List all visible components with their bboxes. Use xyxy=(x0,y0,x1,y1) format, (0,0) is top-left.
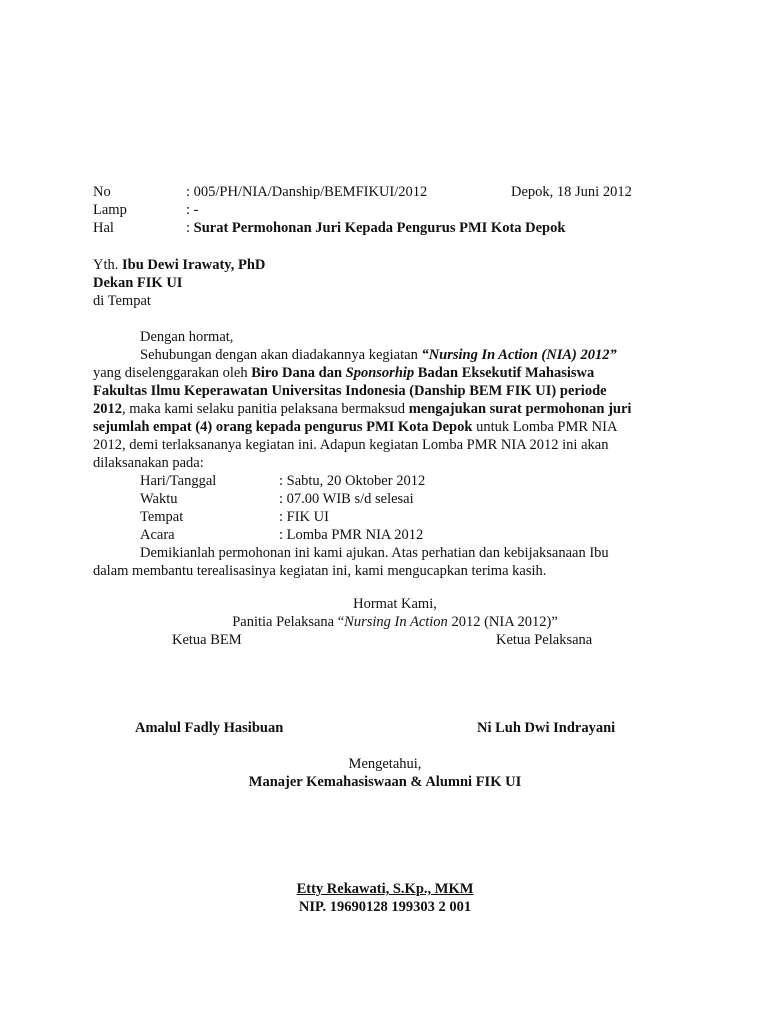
closing-line-2: dalam membantu terealisasinya kegiatan ini, kami mengucapkan terima kasih. xyxy=(93,563,547,579)
body-bold: Biro Dana dan xyxy=(251,365,346,381)
right-signer-role: Ketua Pelaksana xyxy=(496,632,593,648)
body-bold: sejumlah empat (4) orang kepada pengurus PMI Kota Depok xyxy=(93,419,473,435)
letter-subject: Surat Permohonan Juri Kepada Pengurus PMI Kota Depok xyxy=(193,220,566,236)
schedule-label: Hari/Tanggal xyxy=(140,473,217,489)
hal-line xyxy=(186,219,565,237)
body-bold-italic: Sponsorhip xyxy=(345,365,415,381)
recipient-name: Ibu Dewi Irawaty, PhD xyxy=(122,257,266,273)
body-bold: mengajukan surat permohonan juri xyxy=(408,401,632,417)
event-name: “Nursing In Action (NIA) 2012” xyxy=(421,347,617,363)
hal-label: Hal xyxy=(93,220,114,236)
schedule-value: : FIK UI xyxy=(279,509,329,525)
letter-number: : 005/PH/NIA/Danship/BEMFIKUI/2012 xyxy=(186,184,428,200)
hal-colon: : xyxy=(186,220,191,236)
schedule-label: Tempat xyxy=(140,509,184,525)
recipient-place: di Tempat xyxy=(93,293,151,309)
body-line-6: 2012, demi terlaksananya kegiatan ini. Adapun kegiatan Lomba PMR NIA 2012 ini akan xyxy=(93,437,609,453)
recipient-line xyxy=(93,256,265,274)
body-bold: 2012 xyxy=(93,401,122,417)
lamp-label: Lamp xyxy=(93,202,127,218)
mengetahui: Mengetahui, xyxy=(348,756,422,772)
body-line-1 xyxy=(140,346,617,364)
no-label: No xyxy=(93,184,111,200)
manager-nip: NIP. 19690128 199303 2 001 xyxy=(298,899,472,915)
right-signer-name: Ni Luh Dwi Indrayani xyxy=(477,720,616,736)
panitia-italic: Nursing In Action xyxy=(344,614,448,630)
left-signer-name: Amalul Fadly Hasibuan xyxy=(135,720,284,736)
yth-label: Yth. xyxy=(93,257,119,273)
recipient-title: Dekan FIK UI xyxy=(93,275,183,291)
body-line-4 xyxy=(93,400,631,418)
body-line-7: dilaksanakan pada: xyxy=(93,455,204,471)
body-text: untuk Lomba PMR NIA xyxy=(472,419,618,435)
schedule-value: : Sabtu, 20 Oktober 2012 xyxy=(279,473,426,489)
schedule-label: Waktu xyxy=(140,491,178,507)
body-bold: Badan Eksekutif Mahasiswa xyxy=(414,365,595,381)
body-text: , maka kami selaku panitia pelaksana bermaksud xyxy=(122,401,409,417)
panitia-text: 2012 (NIA 2012)” xyxy=(447,614,558,630)
panitia-line xyxy=(170,613,620,631)
left-signer-role: Ketua BEM xyxy=(172,632,242,648)
closing-line-1: Demikianlah permohonan ini kami ajukan. Atas perhatian dan kebijaksanaan Ibu xyxy=(140,545,609,561)
body-line-5 xyxy=(93,418,617,436)
body-text: yang diselenggarakan oleh xyxy=(93,365,252,381)
body-text: Sehubungan dengan akan diadakannya kegiatan xyxy=(140,347,422,363)
manager-title: Manajer Kemahasiswaan & Alumni FIK UI xyxy=(248,774,522,790)
manager-name: Etty Rekawati, S.Kp., MKM xyxy=(296,881,474,897)
hormat-kami: Hormat Kami, xyxy=(353,596,437,612)
schedule-value: : Lomba PMR NIA 2012 xyxy=(279,527,424,543)
body-line-2 xyxy=(93,364,594,382)
lamp-value: : - xyxy=(186,202,199,218)
schedule-value: : 07.00 WIB s/d selesai xyxy=(279,491,414,507)
panitia-text: Panitia Pelaksana “ xyxy=(232,614,345,630)
place-date: Depok, 18 Juni 2012 xyxy=(511,184,632,200)
schedule-label: Acara xyxy=(140,527,175,543)
body-line-3: Fakultas Ilmu Keperawatan Universitas Indonesia (Danship BEM FIK UI) periode xyxy=(93,383,607,399)
greeting: Dengan hormat, xyxy=(140,329,234,345)
